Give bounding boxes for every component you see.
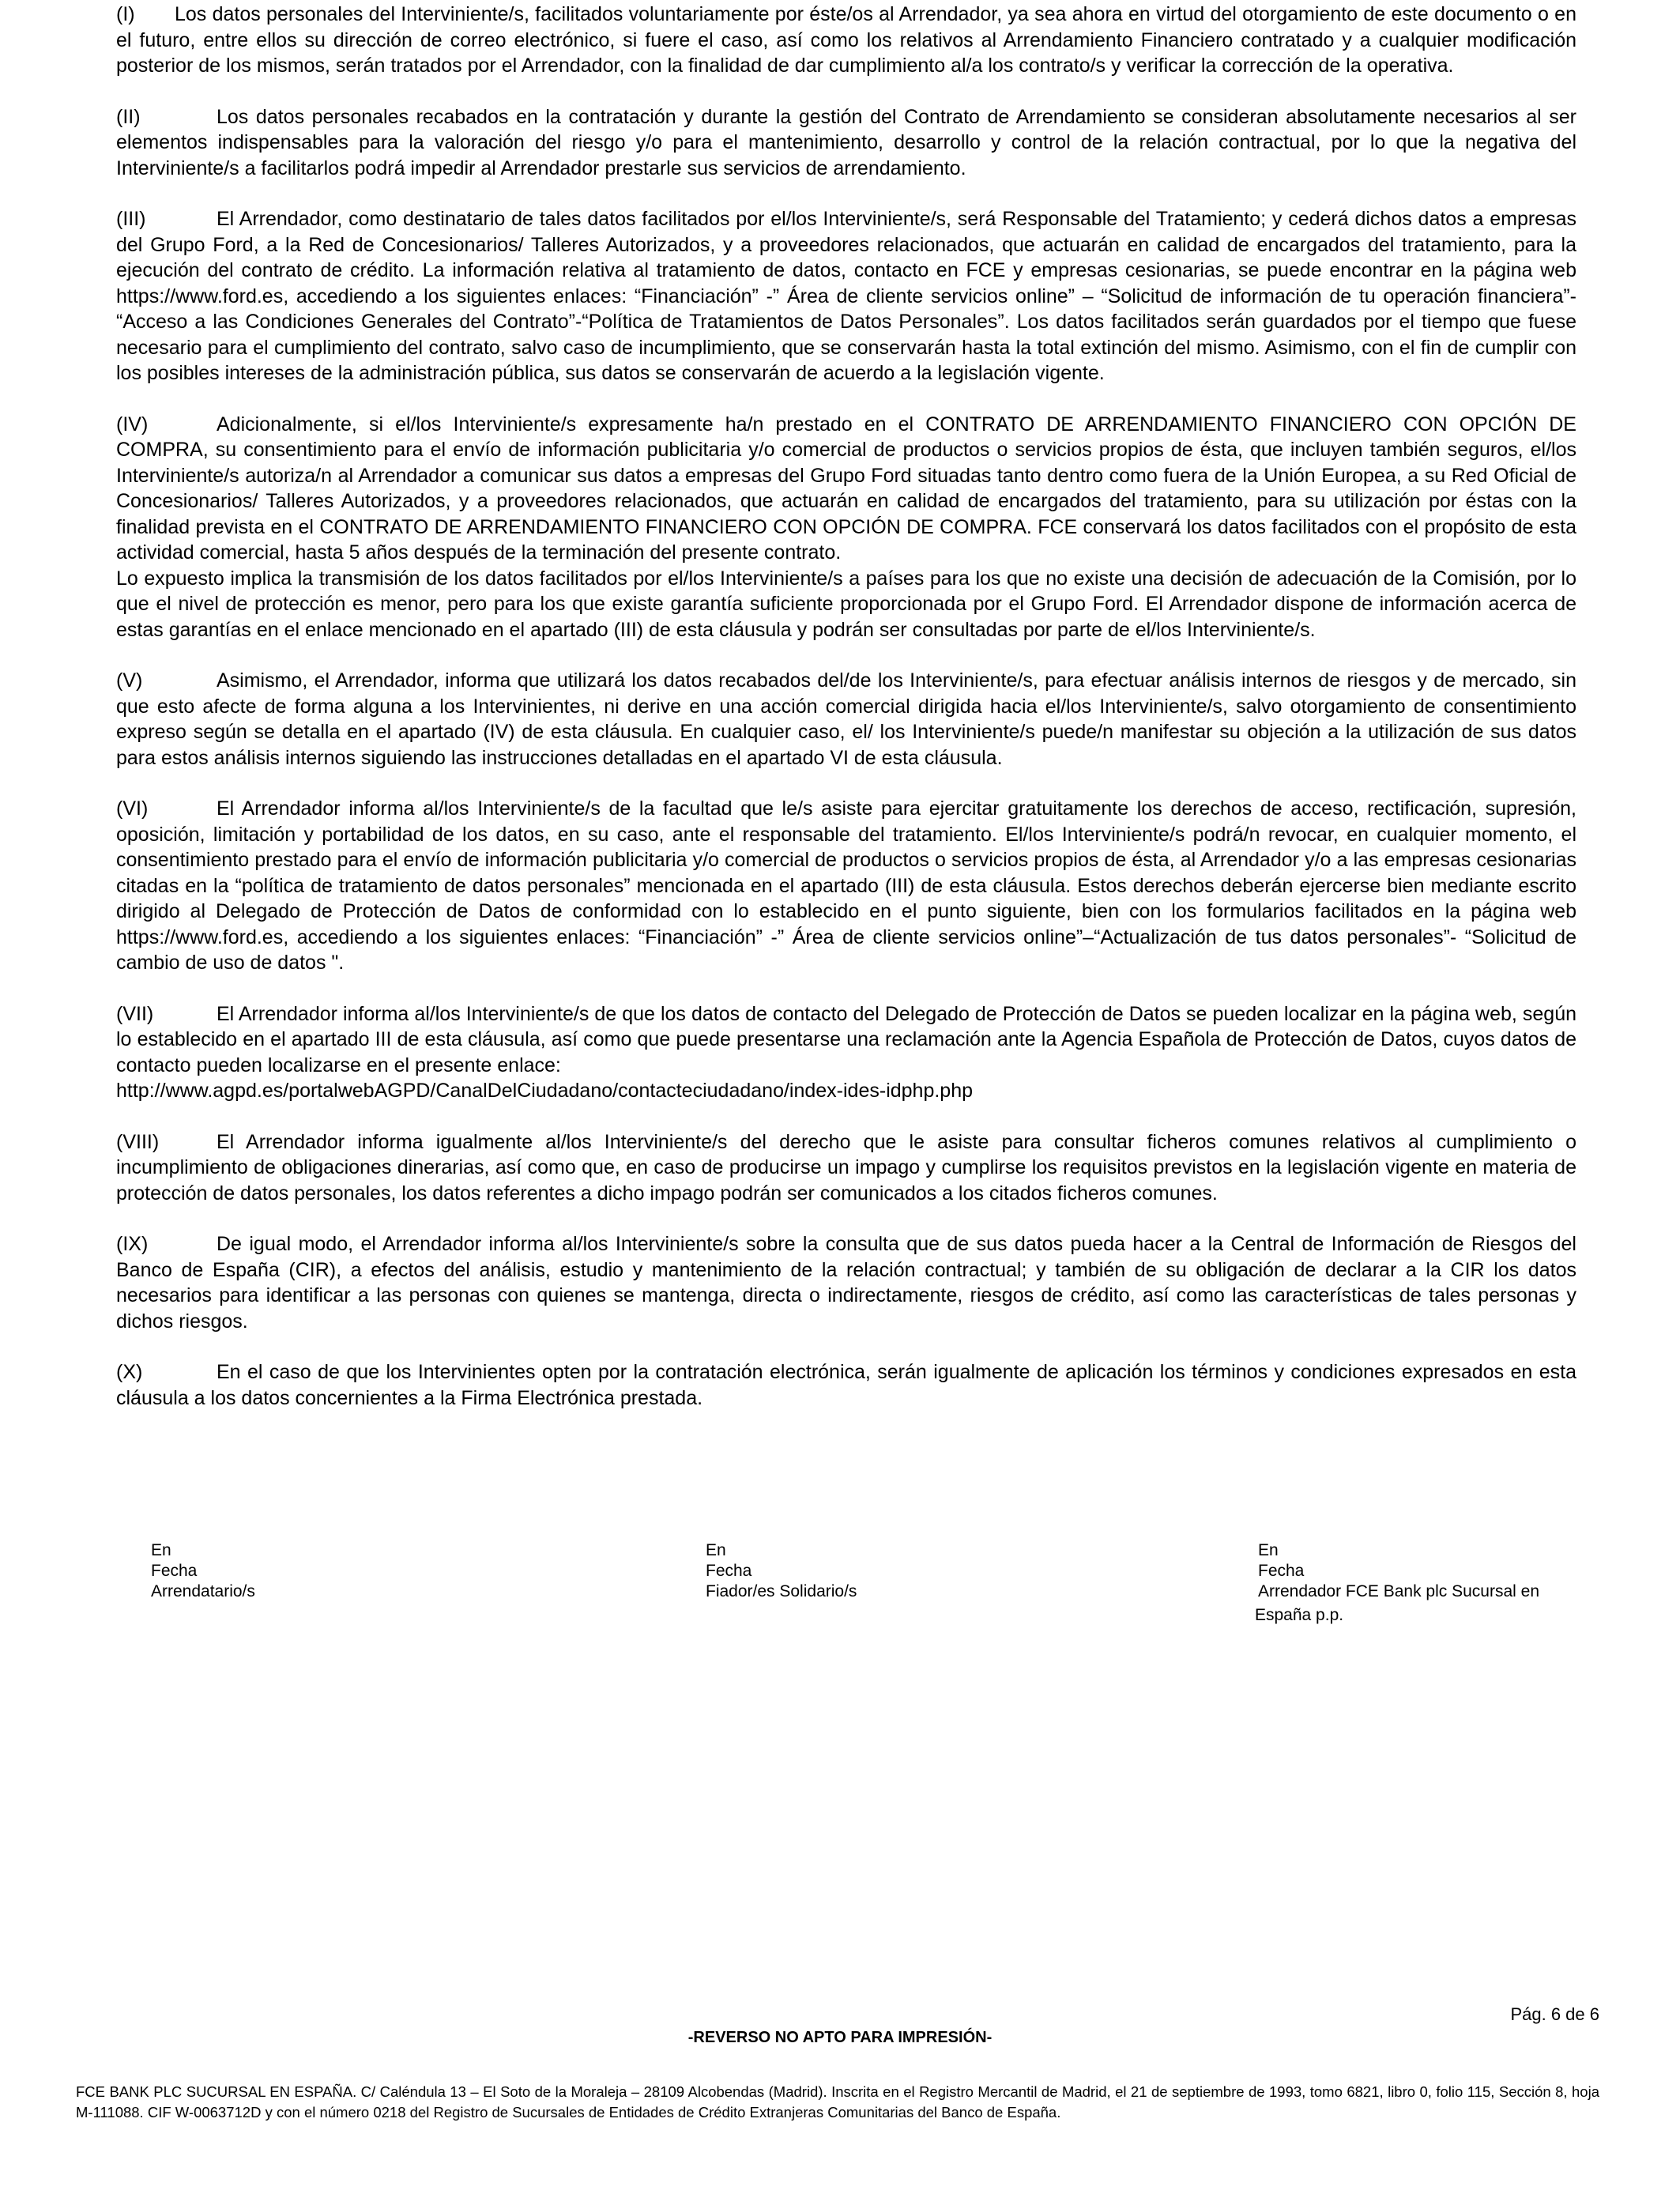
- clause-ii: [116, 104, 1576, 182]
- clause-text: Adicionalmente, si el/los Interviniente/s expresamente ha/n prestado en el CONTRATO DE ARRENDAMIENTO FINANCIERO CON OPCIÓN DE COMPRA, su consentimiento para el envío de información publicitaria y/o comercial de productos o servicios propios de ésta, que incluyen también seguros, el/los Interviniente/s autoriza/n al Arrendador a comunicar sus datos a empresas del Grupo Ford situadas tanto dentro como fuera de la Unión Europea, a su Red Oficial de Concesionarios/ Talleres Autorizados, y a proveedores relacionados, que actuarán en calidad de encargados del tratamiento, para su utilización por éstas con la finalidad prevista en el CONTRATO DE ARRENDAMIENTO FINANCIERO CON OPCIÓN DE COMPRA. FCE conservará los datos facilitados con el propósito de esta actividad comercial, hasta 5 años después de la terminación del presente contrato.: [116, 413, 1576, 564]
- signature-role: Arrendador FCE Bank plc Sucursal en: [1258, 1582, 1540, 1600]
- clause-number: (IX): [116, 1233, 149, 1255]
- signature-place: En: [706, 1541, 726, 1559]
- clause-text: El Arrendador informa igualmente al/los Interviniente/s del derecho que le asiste para consultar ficheros comunes relativos al cumplimiento o incumplimiento de obligaciones dinerarias, así como que, en caso de producirse un impago y cumplirse los requisitos previstos en la legislación vigente en materia de protección de datos personales, los datos referentes a dicho impago podrán ser comunicados a los citados ficheros comunes.: [116, 1130, 1576, 1204]
- clause-number: (VIII): [116, 1130, 160, 1153]
- clause-v: [116, 668, 1576, 771]
- signature-date: Fecha: [151, 1562, 198, 1580]
- agpd-link[interactable]: http://www.agpd.es/portalwebAGPD/CanalDelCiudadano/contacteciudadano/index-ides-idphp.php: [116, 1080, 974, 1102]
- signature-role: Arrendatario/s: [151, 1582, 255, 1600]
- clause-vi: [116, 796, 1576, 976]
- clause-iii: [116, 206, 1576, 386]
- clause-text: Los datos personales recabados en la contratación y durante la gestión del Contrato de Arrendamiento se consideran absolutamente necesarios al ser elementos indispensables para la valoración del riesgo y/o para el mantenimiento, desarrollo y control de la relación contractual, por lo que la negativa del Interviniente/s a facilitarlos podrá impedir al Arrendador prestarle sus servicios de arrendamiento.: [116, 105, 1576, 179]
- clause-text-continued: Lo expuesto implica la transmisión de los datos facilitados por el/los Interviniente/s a países para los que no existe una decisión de adecuación de la Comisión, por lo que el nivel de protección es menor, pero para los que existe garantía suficiente proporcionada por el Grupo Ford. El Arrendador dispone de información acerca de estas garantías en el enlace mencionado en el apartado (III) de esta cláusula y podrán ser consultadas por parte de el/los Interviniente/s.: [116, 567, 1576, 641]
- signature-date: Fecha: [706, 1562, 752, 1580]
- signature-block-arrendador: [1255, 1540, 1540, 1626]
- clause-text: El Arrendador informa al/los Interviniente/s de que los datos de contacto del Delegado de Protección de Datos se pueden localizar en la página web, según lo establecido en el apartado III de esta cláusula, así como que puede presentarse una reclamación ante la Agencia Española de Protección de Datos, cuyos datos de contacto pueden localizarse en el presente enlace:: [116, 1002, 1576, 1076]
- signature-role-continued: España p.p.: [1255, 1606, 1344, 1624]
- clause-ix: [116, 1231, 1576, 1334]
- clause-number: (VI): [116, 797, 149, 820]
- clause-number: (II): [116, 105, 141, 128]
- page-number: Pág. 6 de 6: [1510, 2004, 1599, 2024]
- legal-footer: FCE BANK PLC SUCURSAL EN ESPAÑA. C/ Caléndula 13 – El Soto de la Moraleja – 28109 Alcobendas (Madrid). Inscrita en el Registro Mercantil de Madrid, el 21 de septiembre de 1993, tomo 6821, libro 0, folio 115, Sección 8, hoja M-111088. CIF W-0063712D y con el número 0218 del Registro de Sucursales de Entidades de Crédito Extranjeras Comunitarias del Banco de España.: [76, 2083, 1599, 2120]
- clause-number: (I): [116, 3, 135, 25]
- clause-viii: [116, 1129, 1576, 1207]
- signature-block-arrendatario: [151, 1540, 255, 1602]
- clause-x: [116, 1359, 1576, 1411]
- clause-text: El Arrendador informa al/los Interviniente/s de la facultad que le/s asiste para ejercitar gratuitamente los derechos de acceso, rectificación, supresión, oposición, limitación y portabilidad de los datos, en su caso, ante el responsable del tratamiento. El/los Interviniente/s podrá/n revocar, en cualquier momento, el consentimiento prestado para el envío de información publicitaria y/o comercial de productos o servicios propios de ésta, al Arrendador y/o a las empresas cesionarias citadas en la “política de tratamiento de datos personales” mencionada en el apartado (III) de esta cláusula. Estos derechos deberán ejercerse bien mediante escrito dirigido al Delegado de Protección de Datos de conformidad con lo establecido en el punto siguiente, bien con los formularios facilitados en la página web https://www.ford.es, accediendo a los siguientes enlaces: “Financiación” -” Área de cliente servicios online”–“Actualización de tus datos personales”- “Solicitud de cambio de uso de datos ".: [116, 797, 1576, 974]
- print-notice: -REVERSO NO APTO PARA IMPRESIÓN-: [687, 2029, 993, 2046]
- signature-date: Fecha: [1258, 1562, 1305, 1580]
- clause-text: Asimismo, el Arrendador, informa que utilizará los datos recabados del/de los Interviniente/s, para efectuar análisis internos de riesgos y de mercado, sin que esto afecte de forma alguna a los Intervinientes, ni derive en una acción comercial dirigida hacia el/los Interviniente/s, salvo otorgamiento de consentimiento expreso según se detalla en el apartado (IV) de esta cláusula. En cualquier caso, el/ los Interviniente/s puede/n manifestar su objeción a la utilización de sus datos para estos análisis internos siguiendo las instrucciones detalladas en el apartado VI de esta cláusula.: [116, 669, 1576, 769]
- clause-iv: [116, 412, 1576, 643]
- clause-text: Los datos personales del Interviniente/s, facilitados voluntariamente por éste/os al Arrendador, ya sea ahora en virtud del otorgamiento de este documento o en el futuro, entre ellos su dirección de correo electrónico, si fuere el caso, así como los relativos al Arrendamiento Financiero contratado y a cualquier modificación posterior de los mismos, serán tratados por el Arrendador, con la finalidad de dar cumplimiento al/a los contrato/s y verificar la corrección de la operativa.: [116, 3, 1576, 77]
- clause-text: En el caso de que los Intervinientes opten por la contratación electrónica, serán igualmente de aplicación los términos y condiciones expresados en esta cláusula a los datos concernientes a la Firma Electrónica prestada.: [116, 1361, 1576, 1409]
- signature-place: En: [151, 1541, 171, 1559]
- clause-text: De igual modo, el Arrendador informa al/los Interviniente/s sobre la consulta que de sus datos pueda hacer a la Central de Información de Riesgos del Banco de España (CIR), a efectos del análisis, estudio y mantenimiento de la relación contractual; y también de su obligación de declarar a la CIR los datos necesarios para identificar a las personas con quienes se mantenga, directa o indirectamente, riesgos de crédito, así como las características de tales personas y dichos riesgos.: [116, 1233, 1576, 1333]
- clause-i: [116, 2, 1576, 79]
- document-body: [116, 0, 1576, 1411]
- clause-number: (III): [116, 208, 146, 230]
- clause-text: El Arrendador, como destinatario de tales datos facilitados por el/los Interviniente/s, será Responsable del Tratamiento; y cederá dichos datos a empresas del Grupo Ford, a la Red de Concesionarios/ Talleres Autorizados, y a proveedores relacionados, que actuarán en calidad de encargados del tratamiento, para la ejecución del contrato de crédito. La información relativa al tratamiento de datos, contacto en FCE y empresas cesionarias, se puede encontrar en la página web https://www.ford.es, accediendo a los siguientes enlaces: “Financiación” -” Área de cliente servicios online” – “Solicitud de información de tu operación financiera”- “Acceso a las Condiciones Generales del Contrato”-“Política de Tratamientos de Datos Personales”. Los datos facilitados serán guardados por el tiempo que fuese necesario para el cumplimiento del contrato, salvo caso de incumplimiento, que se conservarán hasta la total extinción del mismo. Asimismo, con el fin de cumplir con los posibles intereses de la administración pública, sus datos se conservarán de acuerdo a la legislación vigente.: [116, 208, 1576, 384]
- signature-place: En: [1258, 1541, 1279, 1559]
- signature-role: Fiador/es Solidario/s: [706, 1582, 857, 1600]
- clause-number: (IV): [116, 413, 149, 435]
- clause-vii: [116, 1001, 1576, 1104]
- clause-number: (X): [116, 1361, 143, 1383]
- signature-block-fiador: [706, 1540, 857, 1602]
- clause-number: (VII): [116, 1002, 154, 1025]
- clause-number: (V): [116, 669, 143, 692]
